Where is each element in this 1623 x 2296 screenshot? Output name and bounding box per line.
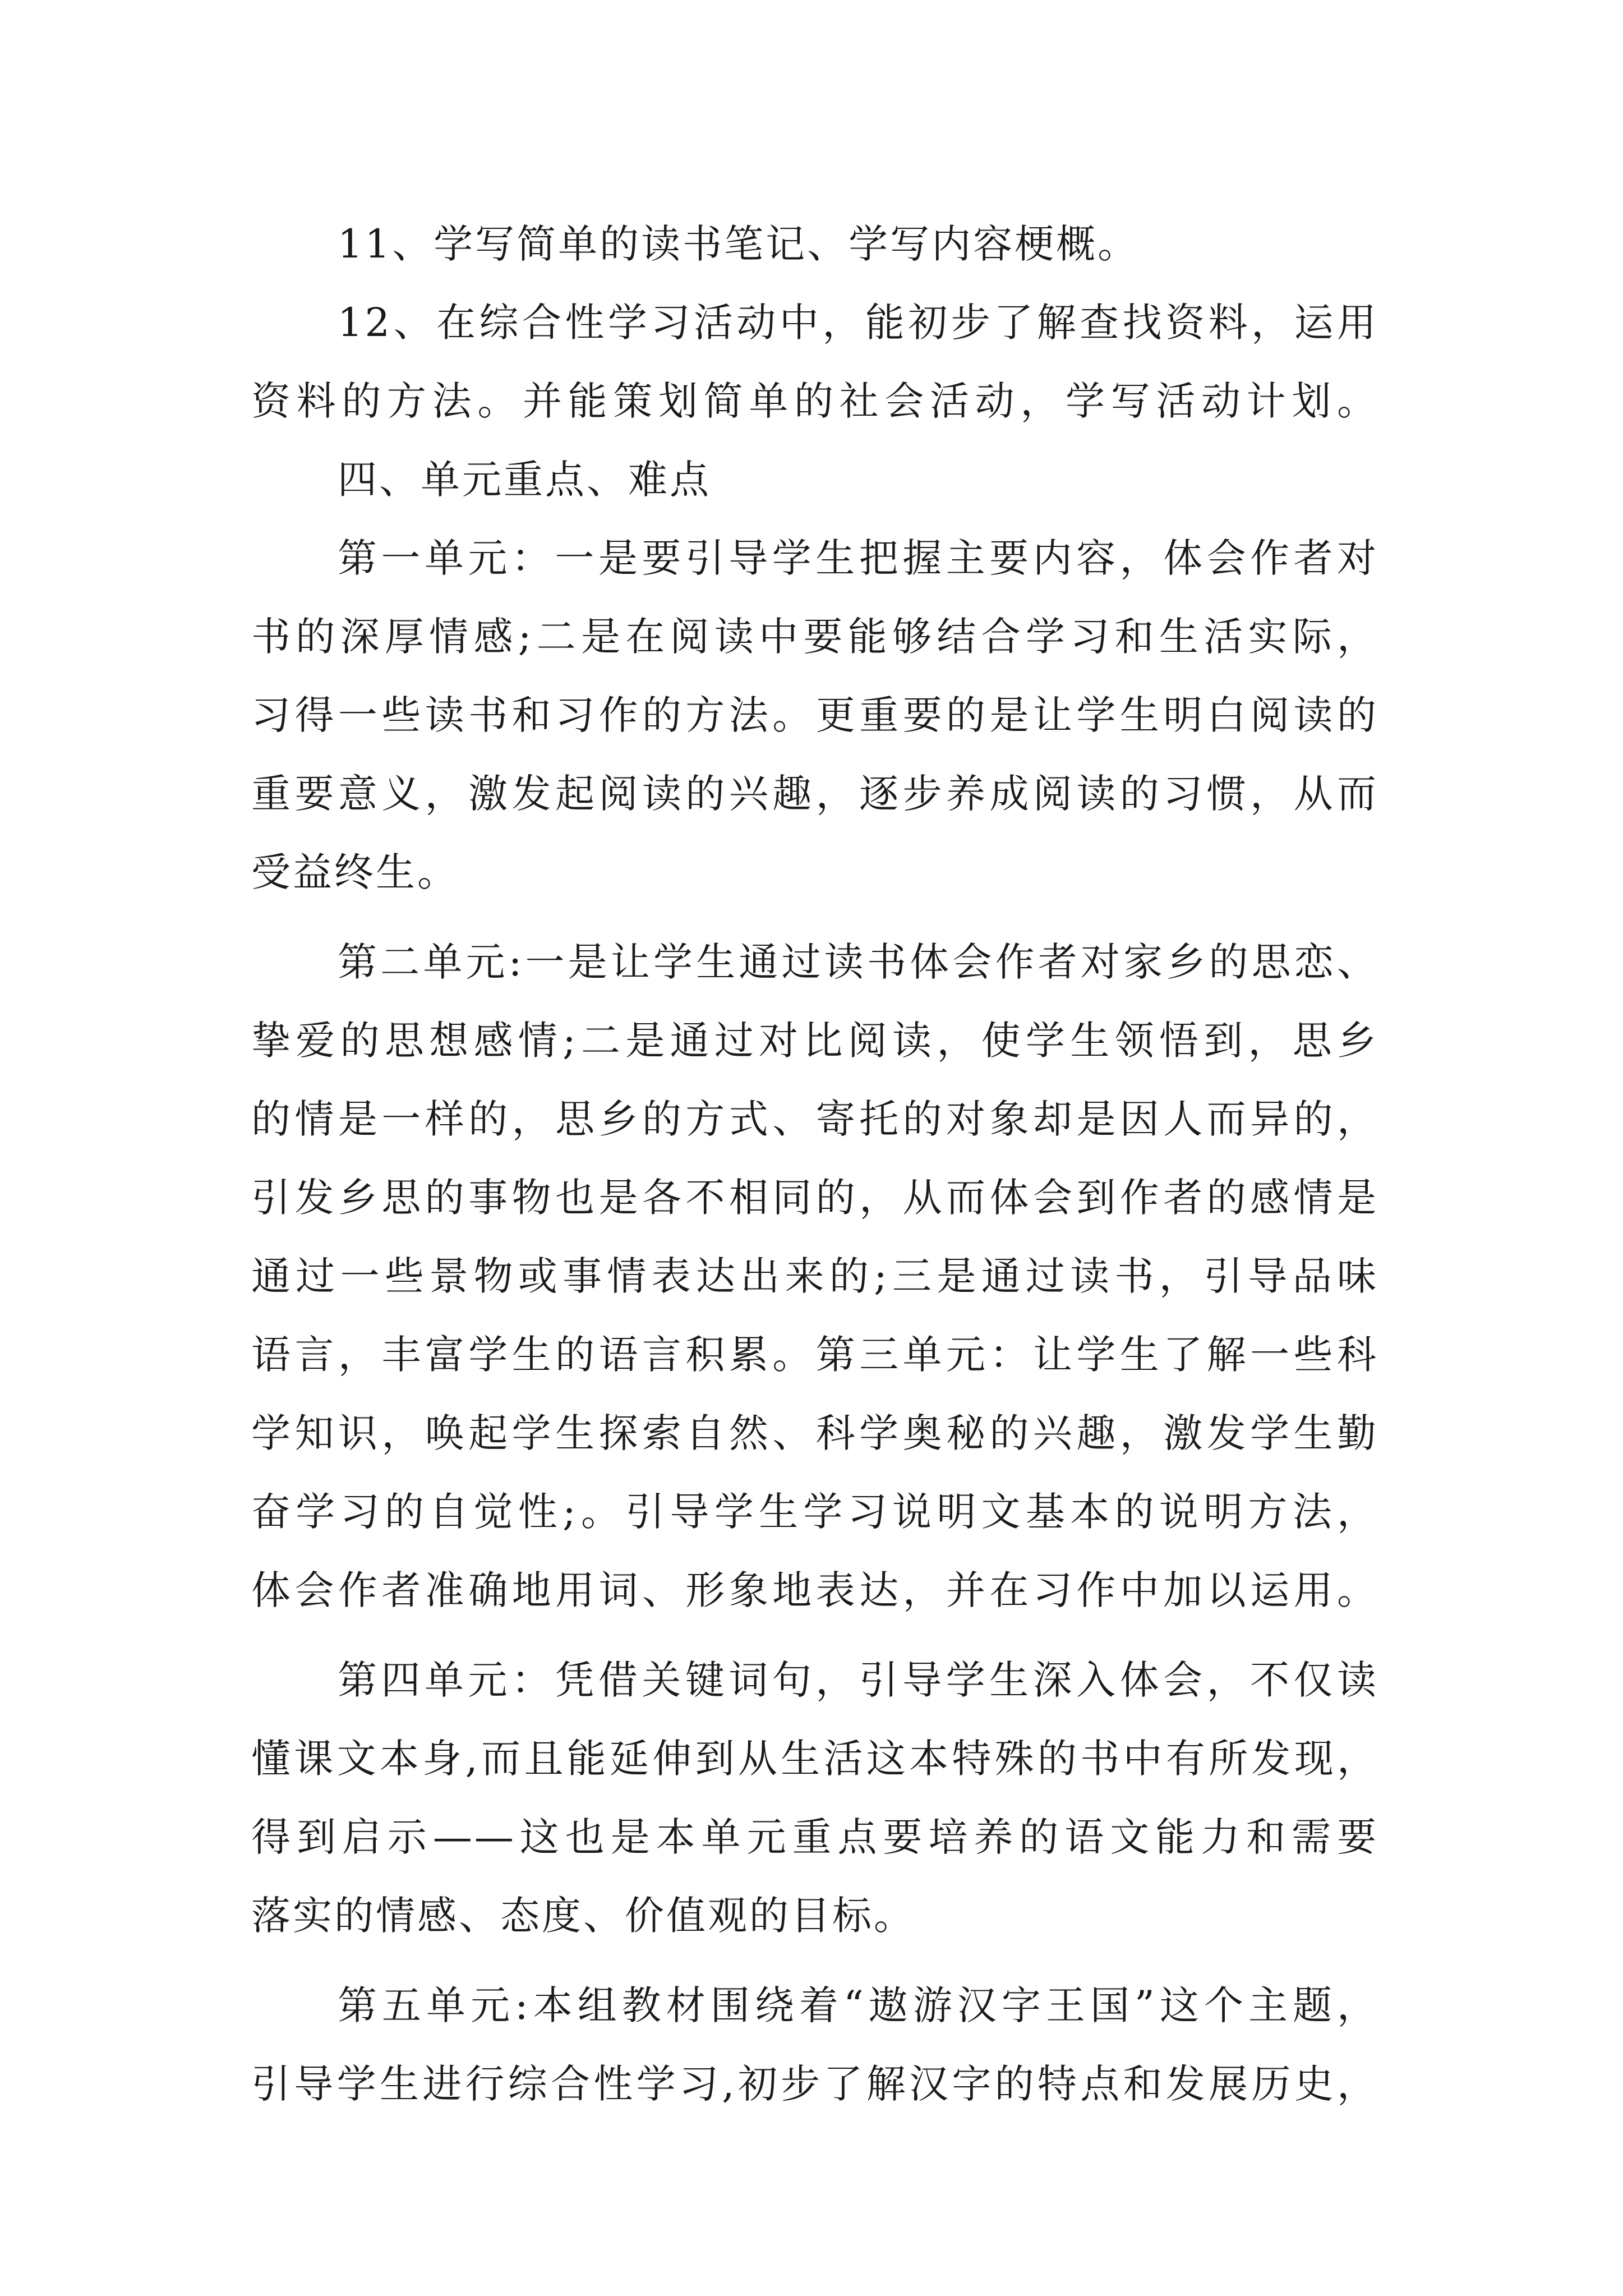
text-line: 懂课文本身,而且能延伸到从生活这本特殊的书中有所发现， [251,1736,1378,1782]
text-line: 第五单元:本组教材围绕着“遨游汉字王国”这个主题， [338,1982,1378,2028]
text-line: 引导学生进行综合性学习,初步了解汉字的特点和发展历史， [251,2061,1378,2107]
text-line: 第四单元：凭借关键词句，引导学生深入体会，不仅读 [338,1657,1378,1703]
text-line: 的情是一样的，思乡的方式、寄托的对象却是因人而异的， [251,1096,1378,1142]
text-line: 第二单元:一是让学生通过读书体会作者对家乡的思恋、 [338,939,1378,985]
text-line: 学知识，唤起学生探索自然、科学奥秘的兴趣，激发学生勤 [251,1410,1378,1456]
text-line: 通过一些景物或事情表达出来的;三是通过读书，引导品味 [251,1253,1378,1299]
text-line: 受益终生。 [251,849,459,895]
text-line: 第一单元：一是要引导学生把握主要内容，体会作者对 [338,535,1378,581]
text-line: 奋学习的自觉性;。引导学生学习说明文基本的说明方法， [251,1489,1378,1535]
text-line: 挚爱的思想感情;二是通过对比阅读，使学生领悟到，思乡 [251,1018,1378,1064]
text-line: 语言，丰富学生的语言积累。第三单元：让学生了解一些科 [251,1332,1378,1378]
text-line: 落实的情感、态度、价值观的目标。 [251,1893,915,1939]
text-line: 资料的方法。并能策划简单的社会活动，学写活动计划。 [251,378,1378,424]
text-line: 书的深厚情感;二是在阅读中要能够结合学习和生活实际， [251,614,1378,660]
text-line: 习得一些读书和习作的方法。更重要的是让学生明白阅读的 [251,692,1378,738]
text-line: 重要意义，激发起阅读的兴趣，逐步养成阅读的习惯，从而 [251,771,1378,817]
text-line: 12、在综合性学习活动中，能初步了解查找资料，运用 [338,300,1378,346]
section-heading: 四、单元重点、难点 [338,457,711,503]
text-line: 引发乡思的事物也是各不相同的，从而体会到作者的感情是 [251,1175,1378,1221]
text-line: 得到启示——这也是本单元重点要培养的语文能力和需要 [251,1814,1378,1860]
text-line: 11、学写简单的读书笔记、学写内容梗概。 [338,221,1140,267]
text-line: 体会作者准确地用词、形象地表达，并在习作中加以运用。 [251,1567,1378,1613]
